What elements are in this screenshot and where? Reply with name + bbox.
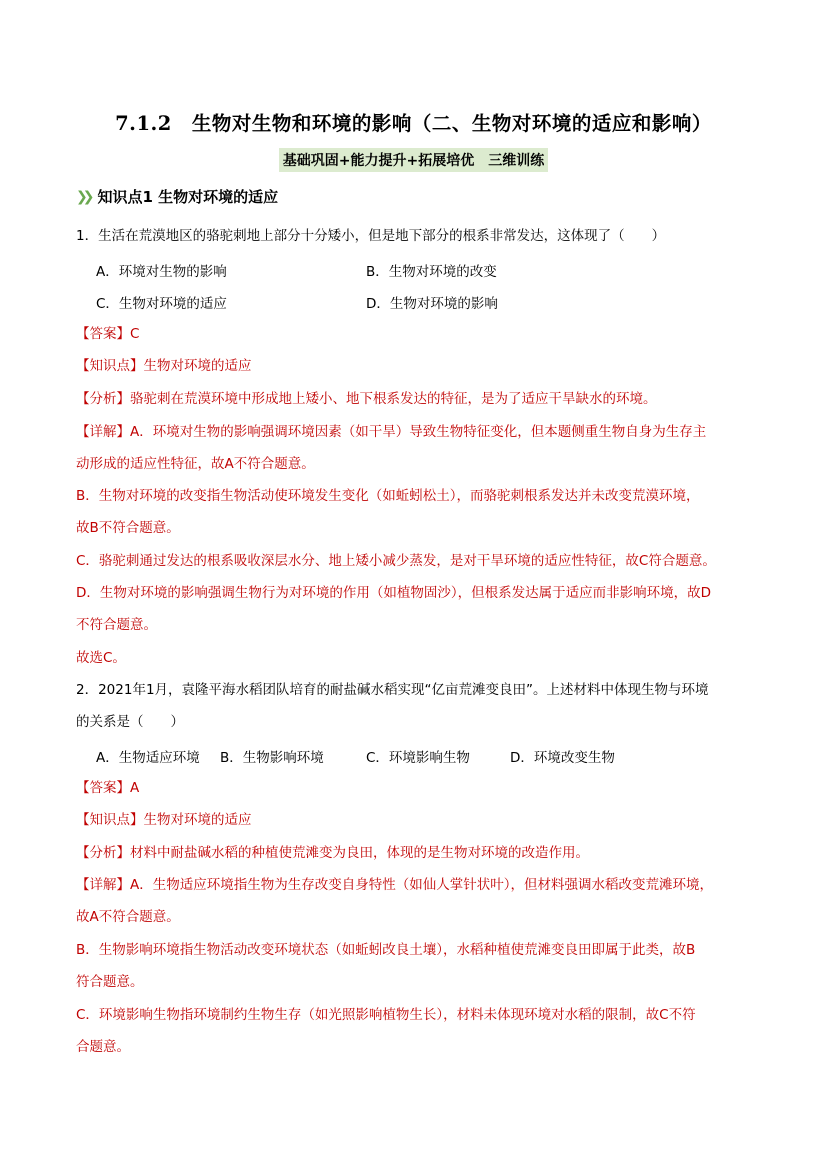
q2-answer: 【答案】A: [76, 780, 140, 796]
q1-option-d: D．生物对环境的影响: [366, 296, 498, 312]
q1-answer: 【答案】C: [76, 326, 140, 342]
double-chevron-icon: ❯❯: [76, 188, 90, 205]
q2-option-a: A．生物适应环境: [96, 750, 200, 766]
q1-detail-b-line2: 故B不符合题意。: [76, 520, 180, 536]
q1-detail-a-line2: 动形成的适应性特征，故A不符合题意。: [76, 456, 315, 472]
q1-option-a: A．环境对生物的影响: [96, 264, 227, 280]
subtitle-wrap: [0, 148, 827, 172]
q1-option-b: B．生物对环境的改变: [366, 264, 497, 280]
q1-detail-d-line1: D．生物对环境的影响强调生物行为对环境的作用（如植物固沙），但根系发达属于适应而非影响环境，故D: [76, 585, 712, 601]
q2-option-b: B．生物影响环境: [220, 750, 324, 766]
q1-detail-d-line2: 不符合题意。: [76, 617, 157, 633]
q1-detail-c: C．骆驼刺通过发达的根系吸收深层水分、地上矮小减少蒸发，是对干旱环境的适应性特征，故C符合题意。: [76, 553, 716, 569]
q2-stem-line1: 2．2021年1月，袁隆平海水稻团队培育的耐盐碱水稻实现“亿亩荒滩变良田”。上述材料中体现生物与环境: [76, 682, 709, 698]
q1-analysis: 【分析】骆驼刺在荒漠环境中形成地上矮小、地下根系发达的特征，是为了适应干旱缺水的环境。: [76, 391, 657, 407]
q2-detail-b-line1: B．生物影响环境指生物活动改变环境状态（如蚯蚓改良土壤），水稻种植使荒滩变良田即属于此类，故B: [76, 942, 696, 958]
section-heading: [76, 186, 278, 207]
q1-conclusion: 故选C。: [76, 650, 126, 666]
q1-option-c: C．生物对环境的适应: [96, 296, 227, 312]
page-title: 7.1.2 生物对生物和环境的影响（二、生物对环境的适应和影响）: [115, 112, 712, 135]
q1-knowledge-point: 【知识点】生物对环境的适应: [76, 358, 252, 374]
q1-detail-a-line1: 【详解】A．环境对生物的影响强调环境因素（如干旱）导致生物特征变化，但本题侧重生物自身为生存主: [76, 424, 707, 440]
q2-knowledge-point: 【知识点】生物对环境的适应: [76, 812, 252, 828]
q1-stem: 1．生活在荒漠地区的骆驼刺地上部分十分矮小，但是地下部分的根系非常发达，这体现了（ ）: [76, 228, 666, 244]
section-label: 知识点1 生物对环境的适应: [97, 188, 279, 206]
q2-detail-b-line2: 符合题意。: [76, 974, 144, 990]
q2-detail-a-line2: 故A不符合题意。: [76, 909, 180, 925]
q2-detail-a-line1: 【详解】A．生物适应环境指生物为生存改变自身特性（如仙人掌针状叶），但材料强调水稻改变荒滩环境，: [76, 877, 713, 893]
q2-option-c: C．环境影响生物: [366, 750, 470, 766]
q1-detail-b-line1: B．生物对环境的改变指生物活动使环境发生变化（如蚯蚓松土），而骆驼刺根系发达并未改变荒漠环境，: [76, 488, 700, 504]
q2-analysis: 【分析】材料中耐盐碱水稻的种植使荒滩变为良田，体现的是生物对环境的改造作用。: [76, 845, 589, 861]
q2-detail-c-line2: 合题意。: [76, 1039, 130, 1055]
q2-detail-c-line1: C．环境影响生物指环境制约生物生存（如光照影响植物生长），材料未体现环境对水稻的限制，故C不符: [76, 1007, 696, 1023]
q2-stem-line2: 的关系是（ ）: [76, 714, 184, 730]
q2-option-d: D．环境改变生物: [510, 750, 615, 766]
page-subtitle: 基础巩固+能力提升+拓展培优 三维训练: [279, 148, 548, 172]
